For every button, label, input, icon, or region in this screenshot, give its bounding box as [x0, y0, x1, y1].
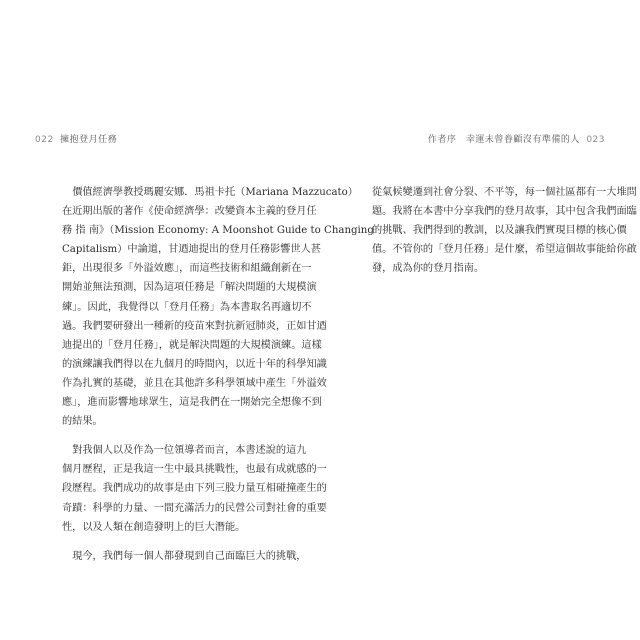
paragraph-gap — [62, 431, 277, 441]
right-running-header — [428, 132, 608, 145]
text-line: Capitalism）中論道，甘迺迪提出的登月任務影響世人甚 — [62, 244, 321, 256]
text-line: 現今，我們每一個人都發現到自己面臨巨大的挑戰， — [72, 550, 307, 562]
right-page-body — [372, 183, 637, 278]
paragraph — [62, 547, 307, 566]
paragraph-gap — [62, 537, 277, 547]
text-line: 性，以及人類在創造發明上的巨大潛能。 — [62, 521, 246, 533]
paragraph — [62, 441, 327, 536]
left-page-body — [62, 183, 374, 566]
text-line: 奇蹟：科學的力量、一間充滿活力的民營公司對社會的重要 — [62, 502, 327, 514]
text-line: 鉅，出現很多「外溢效應」，而這些技術和組織創新在一 — [62, 263, 312, 275]
text-line: 的演練讓我們得以在九個月的時間內，以近十年的科學知識 — [62, 358, 327, 370]
text-line: 迪提出的「登月任務」，就是解決問題的大規模演練。這樣 — [62, 339, 322, 351]
text-line: 應」，進而影響地球眾生，這是我們在一開始完全想像不到 — [62, 397, 322, 409]
paragraph — [372, 183, 637, 278]
text-line: 務 指 南》（Mission Economy: A Moonshot Guide to Changing — [62, 225, 374, 237]
left-section-title: 擁抱登月任務 — [60, 135, 118, 145]
right-section-title: 作者序 幸運未曾眷顧沒有準備的人 — [427, 135, 580, 145]
text-line: 過。我們要研發出一種新的疫苗來對抗新冠肺炎，正如甘迺 — [62, 320, 327, 332]
text-line: 個月歷程，正是我這一生中最具挑戰性，也最有成就感的一 — [62, 464, 327, 476]
text-line: 值。不管你的「登月任務」是什麼，希望這個故事能給你啟 — [372, 244, 637, 256]
text-line: 段歷程。我們成功的故事是由下列三股力量互相碰撞產生的 — [62, 483, 327, 495]
text-line: 作為扎實的基礎，並且在其他許多科學領域中產生「外溢效 — [62, 377, 327, 389]
left-running-header — [32, 132, 117, 145]
left-page-number: 022 — [35, 135, 54, 145]
text-line: 在近期出版的著作《使命經濟學：改變資本主義的登月任 — [62, 206, 317, 218]
paragraph — [62, 183, 374, 431]
text-line: 從氣候變遷到社會分裂、不平等，每一個社區都有一大堆問 — [372, 187, 637, 198]
text-line: 的挑戰、我們得到的教訓，以及讓我們實現目標的核心價 — [372, 225, 627, 237]
text-line: 價值經濟學教授瑪麗安娜．馬祖卡托（Mariana Mazzucato） — [72, 187, 358, 198]
right-page-number: 023 — [586, 135, 605, 145]
text-line: 對我個人以及作為一位領導者而言，本書述說的這九 — [72, 445, 307, 457]
right-page — [320, 0, 640, 640]
text-line: 開始並無法預測，因為這項任務是「解決問題的大規模演 — [62, 282, 317, 294]
text-line: 發，成為你的登月指南。 — [372, 263, 485, 275]
text-line: 練」。因此，我覺得以「登月任務」為本書取名再適切不 — [62, 301, 312, 313]
text-line: 的結果。 — [62, 416, 103, 428]
text-line: 題。我將在本書中分享我們的登月故事，其中包含我們面臨 — [372, 206, 637, 218]
